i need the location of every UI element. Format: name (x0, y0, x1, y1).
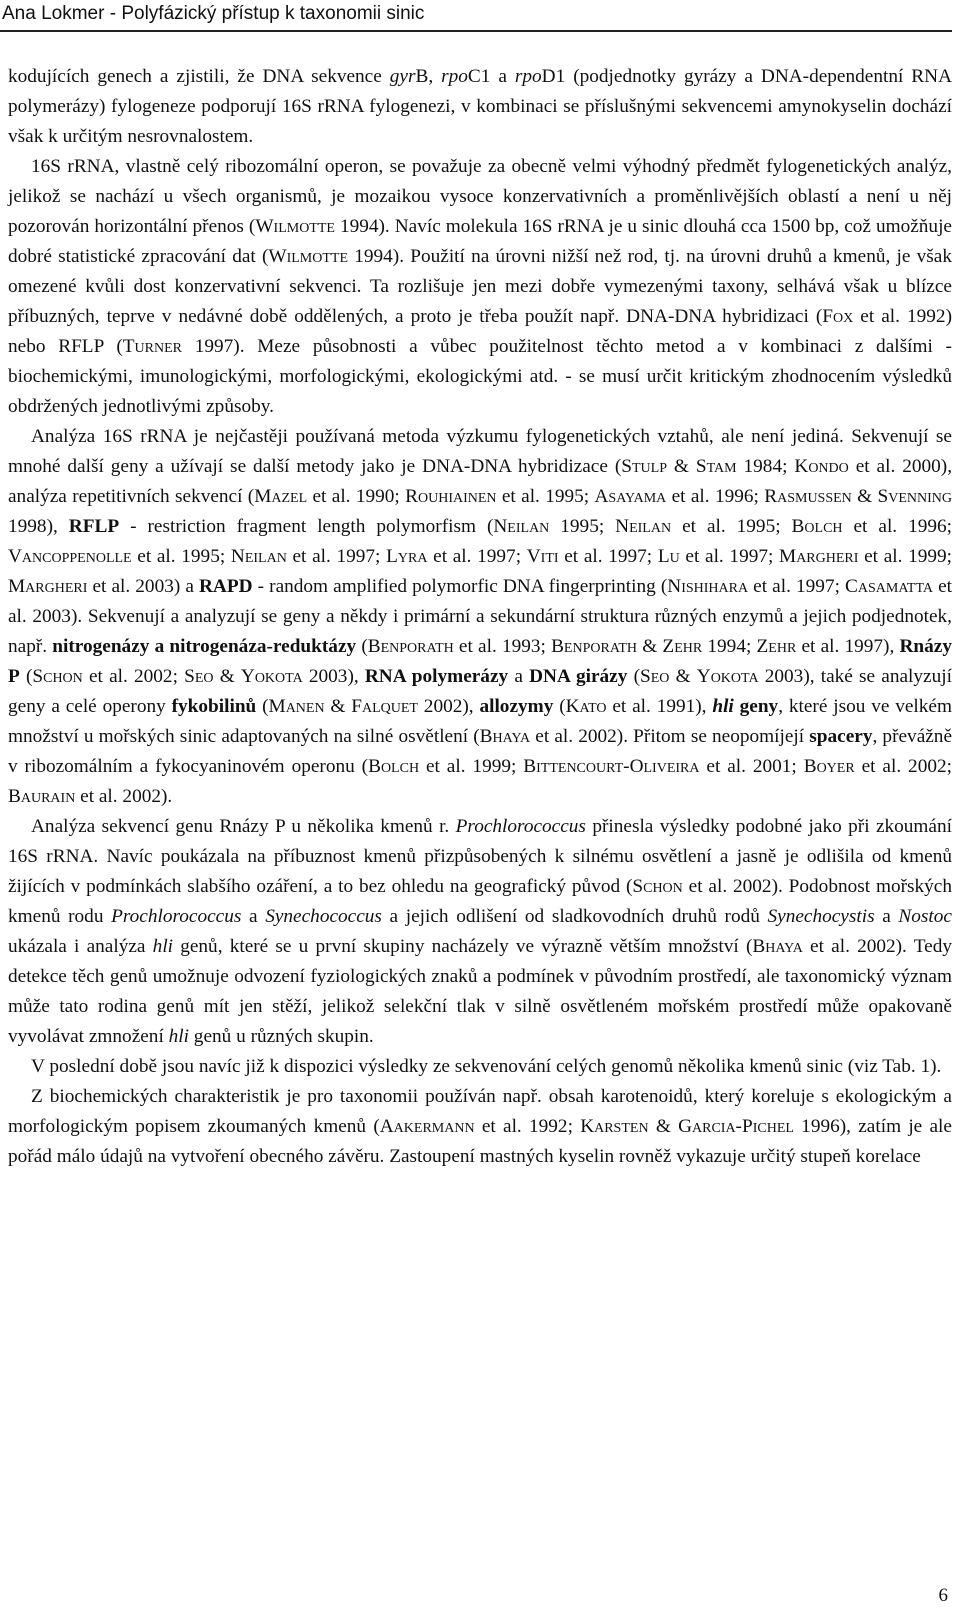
genus-name: Prochlorococcus (455, 816, 586, 837)
text-run: ( (256, 696, 269, 717)
text-run: et al. 1999; (858, 546, 953, 567)
text-run: et al. 2000), analýza repetitivních sekvencí ( (8, 456, 953, 507)
text-run: et al. 1992) nebo RFLP ( (8, 306, 952, 357)
text-run: ( (553, 696, 566, 717)
text-run: 1994). Navíc molekula 16S rRNA je u sinic dlouhá cca 1500 bp, což umožňuje dobré statistické zpracování dat ( (8, 216, 952, 267)
text-run: C1 a (467, 66, 515, 87)
method-term: RFLP (68, 516, 120, 537)
text-run: et al. 2002). (75, 786, 173, 807)
text-run: et al. 1997; (286, 546, 387, 567)
text-run: kodujících genech a zjistili, že DNA sekvence (8, 66, 390, 87)
enzyme-term: allozymy (479, 696, 554, 717)
text-run: et al. 1991), (606, 696, 713, 717)
citation-author: Baurain (8, 786, 76, 807)
citation-author: Stam (695, 456, 737, 477)
text-run: & (851, 486, 878, 507)
text-run: et al. 1999; (419, 756, 524, 777)
gene-name: rpo (441, 66, 468, 87)
citation-author: Wilmotte (255, 216, 335, 237)
text-run: Analýza sekvencí genu Rnázy P u několika kmenů r. (31, 816, 456, 837)
enzyme-term: spacery (809, 726, 873, 747)
citation-author: Neilan (493, 516, 550, 537)
paragraph-4 (8, 812, 952, 1052)
text-run: a (874, 906, 899, 927)
citation-author: Falquet (351, 696, 418, 717)
citation-author: Bittencourt-Oliveira (523, 756, 700, 777)
text-run: & (667, 456, 696, 477)
citation-author: Boyer (803, 756, 855, 777)
citation-author: Lyra (386, 546, 428, 567)
text-run: et al. 1995; (671, 516, 792, 537)
citation-author: Mazel (254, 486, 308, 507)
text-run: a jejich odlišení od sladkovodních druhů rodů (381, 906, 768, 927)
citation-author: Turner (122, 336, 182, 357)
citation-author: Viti (526, 546, 559, 567)
text-run: ( (627, 666, 640, 687)
paragraph-3 (8, 422, 952, 812)
citation-author: Margheri (8, 576, 88, 597)
citation-author: Seo (184, 666, 214, 687)
text-run: genů, které se u první skupiny nacházely ve výrazně větším množství ( (173, 936, 753, 957)
text-run: a (241, 906, 266, 927)
citation-author: Yokota (240, 666, 303, 687)
running-header: Ana Lokmer - Polyfázický přístup k taxonomii sinic (2, 3, 425, 24)
text-run: Z biochemických charakteristik je pro taxonomii používán např. obsah karotenoidů, který koreluje s ekologickým a morfologickým popisem zkoumaných kmenů ( (8, 1086, 952, 1137)
text-run: & (213, 666, 241, 687)
gene-name: hli (712, 696, 734, 717)
text-run: et al. 1992; (474, 1116, 581, 1137)
citation-author: Aakermann (379, 1116, 475, 1137)
citation-author: Garcia-Pichel (678, 1116, 794, 1137)
text-run: et al. 1996; (842, 516, 953, 537)
citation-author: Stulp (621, 456, 667, 477)
citation-author: Zehr (662, 636, 703, 657)
text-run: et al. 1995; (131, 546, 231, 567)
citation-author: Neilan (615, 516, 672, 537)
paragraph-1 (8, 62, 952, 152)
text-run: et al. 1997; (679, 546, 780, 567)
text-run: et al. 1997; (748, 576, 846, 597)
paragraph-6 (8, 1082, 952, 1172)
text-run: ( (19, 666, 33, 687)
paragraph-5: V poslední době jsou navíc již k dispozici výsledky ze sekvenování celých genomů několika kmenů sinic (viz Tab. 1). (31, 1056, 942, 1077)
citation-author: Benporath (551, 636, 638, 657)
citation-author: Kondo (794, 456, 849, 477)
text-run: et al. 1996; (666, 486, 765, 507)
citation-author: Yokota (696, 666, 759, 687)
text-run: et al. 2002). Tedy detekce těch genů umožnuje odvození fyziologických znaků a podmínek v původním prostředí, ale taxonomický význam může tato rodina genů mít jen stěží, jelikož selekční tlak v silně osvětleném mořském prostředí může opakovaně vyvolávat zmnožení (8, 936, 952, 1047)
citation-author: Karsten (580, 1116, 649, 1137)
text-run: ( (356, 636, 368, 657)
gene-name: gyr (389, 66, 416, 87)
genus-name: Synechocystis (767, 906, 875, 927)
text-run: et al. 2002; (82, 666, 185, 687)
method-term: RAPD (199, 576, 253, 597)
text-run: 1984; (736, 456, 795, 477)
citation-author: Margheri (779, 546, 859, 567)
citation-author: Bhaya (479, 726, 531, 747)
gene-name: hli (152, 936, 174, 957)
text-run: et al. 2002). Přitom se neopomíjejí (530, 726, 810, 747)
enzyme-term: nitrogenázy a nitrogenáza-reduktázy (52, 636, 357, 657)
citation-author: Schon (32, 666, 83, 687)
text-run: 1998), (8, 516, 69, 537)
page-number: 6 (938, 1585, 948, 1606)
citation-author: Bolch (368, 756, 420, 777)
citation-author: Nishihara (667, 576, 749, 597)
citation-author: Rasmussen (764, 486, 852, 507)
text-run: et al. 1993; (453, 636, 552, 657)
text-run: & (648, 1116, 679, 1137)
text-run: et al. 2001; (699, 756, 804, 777)
enzyme-term: fykobilinů (171, 696, 257, 717)
text-run: 1994; (702, 636, 757, 657)
text-run: et al. 1995; (496, 486, 595, 507)
text-run: et al. 1997; (558, 546, 658, 567)
text-run: & (637, 636, 663, 657)
citation-author: Manen (268, 696, 325, 717)
genus-name: Synechococcus (265, 906, 382, 927)
citation-author: Rouhiainen (405, 486, 497, 507)
citation-author: Svenning (877, 486, 952, 507)
citation-author: Asayama (594, 486, 667, 507)
text-run: D1 (podjednotky gyrázy a DNA-dependentní RNA polymerázy) fylogeneze podporují 16S rRNA fylogenezi, v kombinaci se příslušnými sekvencemi amynokyselin dochází však k určitým nesrovnalostem. (8, 66, 952, 147)
text-run: 1997). Meze působnosti a vůbec použitelnost těchto metod a v kombinaci z dalšími - biochemickými, imunologickými, morfologickými, ekologickými atd. - se musí určit kritickým zhodnocením výsledků obdržených jednotlivými způsoby. (8, 336, 952, 417)
citation-author: Fox (822, 306, 854, 327)
paragraph-2 (8, 152, 952, 422)
citation-author: Seo (640, 666, 670, 687)
citation-author: Lu (657, 546, 680, 567)
gene-name: hli (168, 1026, 189, 1047)
text-run: genů u různých skupin. (188, 1026, 374, 1047)
citation-author: Neilan (230, 546, 287, 567)
citation-author: Benporath (367, 636, 454, 657)
citation-author: Vancoppenolle (8, 546, 132, 567)
enzyme-term: Rnázy P (8, 636, 952, 687)
citation-author: Schon (632, 876, 683, 897)
text-run: 2002), (417, 696, 480, 717)
text-run: B, (415, 66, 442, 87)
text-run: 2003), (302, 666, 365, 687)
enzyme-term: DNA girázy (529, 666, 628, 687)
text-run: & (324, 696, 352, 717)
text-run: 2003), také se analyzují geny a celé operony (8, 666, 952, 717)
text-run: 1994). Použití na úrovni nižší než rod, tj. na úrovni druhů a kmenů, je však omezené kvůli dost konzervativní sekvenci. Ta rozlišuje jen mezi dobře vymezenými taxony, selhává však u blízce příbuzných, teprve v nedávné době oddělených, a proto je třeba použít např. DNA-DNA hybridizaci ( (8, 246, 952, 327)
text-run: - restriction fragment length polymorfism ( (119, 516, 494, 537)
text-run: et al. 2002; (854, 756, 952, 777)
text-run: 1996), zatím je ale pořád málo údajů na vytvoření obecného závěru. Zastoupení mastných kyselin rovněž vykazuje určitý stupeň korelace (8, 1116, 952, 1167)
body-text (8, 62, 952, 1172)
text-run: 16S rRNA, vlastně celý ribozomální operon, se považuje za obecně velmi výhodný předmět fylogenetických analýz, jelikož se nachází u všech organismů, je mozaikou vysoce konzervativních a proměnlivějších oblastí a není u něj pozorován horizontální přenos ( (8, 156, 952, 237)
text-run: et al. 2003). Sekvenují a analyzují se geny a někdy i primární a sekundární struktura různých enzymů a jejich podjednotek, např. (8, 576, 952, 657)
text-run: - random amplified polymorfic DNA fingerprinting ( (252, 576, 668, 597)
text-run: , které jsou ve velkém množství u mořských sinic adaptovaných na silné osvětlení ( (8, 696, 952, 747)
text-run: et al. 1997), (796, 636, 900, 657)
text-run: přinesla výsledky podobné jako při zkoumání 16S rRNA. Navíc poukázala na příbuznost kmenů přizpůsobených k silnému osvětlení a jasně je odlišila od kmenů žijících v podmínkách slabšího ozáření, a to bez ohledu na geografický původ ( (8, 816, 952, 897)
citation-author: Bhaya (752, 936, 803, 957)
text-run: , převážně v ribozomálním a fykocyaninovém operonu ( (8, 726, 953, 777)
citation-author: Kato (565, 696, 607, 717)
text-run: et al. 2003) a (87, 576, 199, 597)
enzyme-term: RNA polymerázy (364, 666, 509, 687)
enzyme-term: geny (739, 696, 779, 717)
text-run: 1995; (549, 516, 616, 537)
text-run: Analýza 16S rRNA je nejčastěji používaná metoda výzkumu fylogenetických vztahů, ale není jediná. Sekvenují se mnohé další geny a užívají se další metody jako je DNA-DNA hybridizace ( (8, 426, 952, 477)
text-run: ukázala i analýza (8, 936, 153, 957)
text-run: a (508, 666, 530, 687)
gene-name: rpo (514, 66, 542, 87)
citation-author: Zehr (756, 636, 797, 657)
genus-name: Prochlorococcus (111, 906, 242, 927)
genus-name: Nostoc (898, 906, 952, 927)
citation-author: Wilmotte (268, 246, 349, 267)
text-run: et al. 2002). Podobnost mořských kmenů rodu (8, 876, 952, 927)
citation-author: Bolch (791, 516, 843, 537)
text-run: et al. 1997; (427, 546, 527, 567)
text-run: et al. 1990; (307, 486, 406, 507)
citation-author: Casamatta (845, 576, 933, 597)
text-run: & (669, 666, 697, 687)
header-divider (0, 30, 952, 32)
